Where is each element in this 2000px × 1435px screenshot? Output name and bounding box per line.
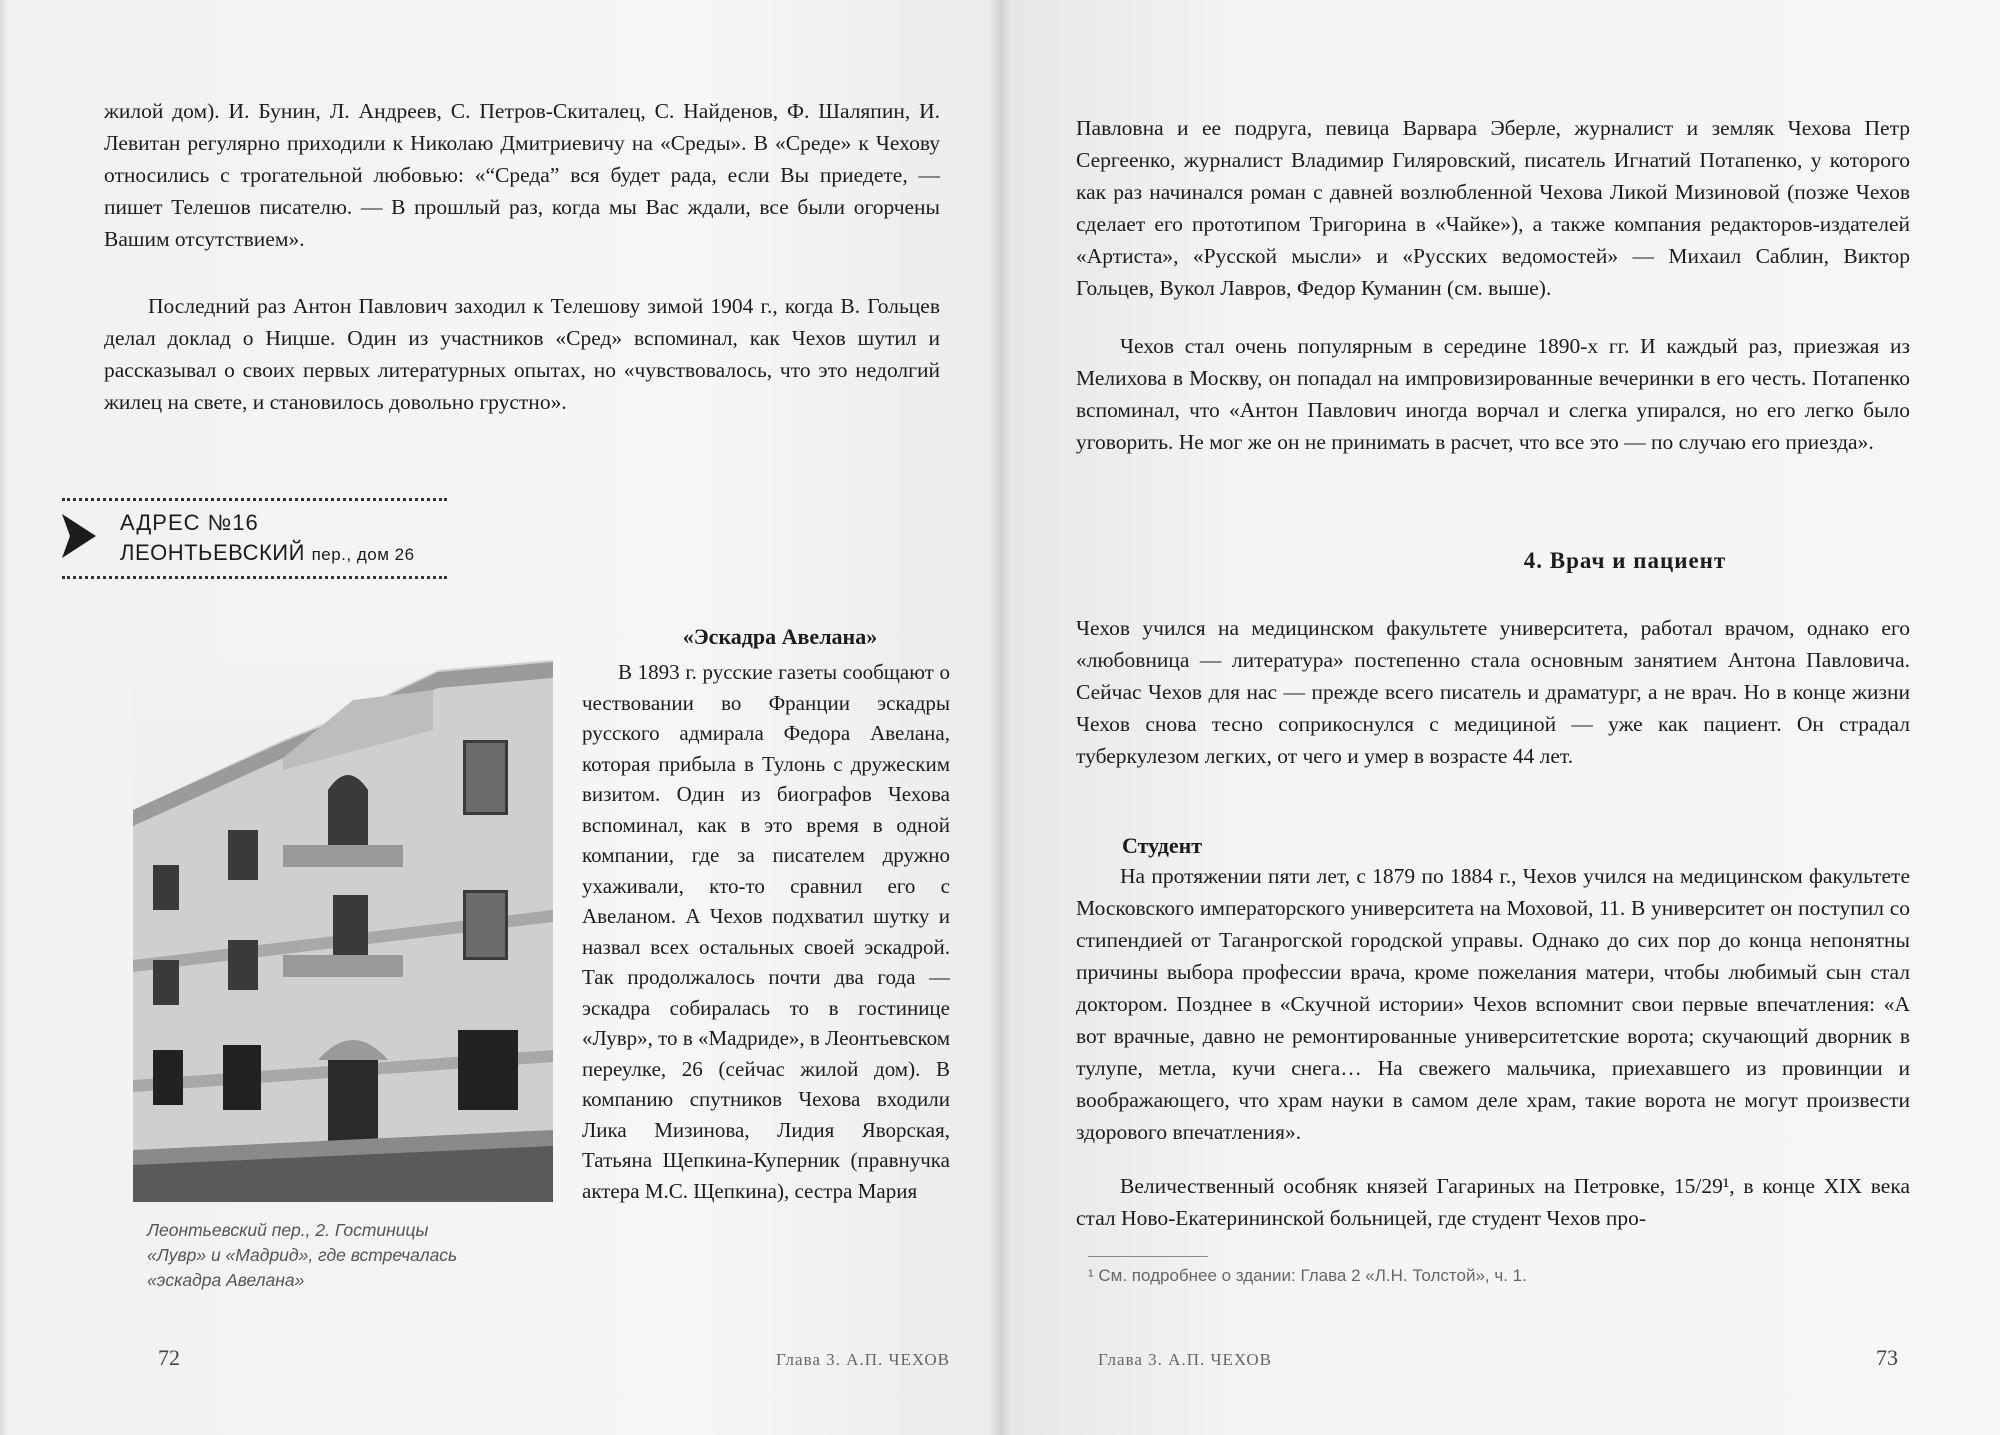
address-street <box>120 540 415 566</box>
section-heading <box>1000 548 2000 574</box>
footnote-rule <box>1088 1256 1208 1257</box>
address-number: АДРЕС №16 <box>120 510 259 535</box>
left-paragraph-2 <box>104 290 940 418</box>
right-top-paragraph: Павловна и ее подруга, певица Варвара Эберле, журналист и земляк Чехова Петр Сергеенко, журналист Владимир Гиляровский, писатель Игнатий Потапенко, у которого как раз начинался роман с давней возлюбленной Чехова Ликой Мизиновой (позже Чехов сделает его прототипом Тригорина в «Чайке»), а также компания редакторов-издателей «Артиста», «Русской мысли» и «Русских ведомостей» — Михаил Саблин, Виктор Гольцев, Вукол Лавров, Федор Куманин (см. выше). <box>1076 116 1910 300</box>
address-rule-top <box>62 498 447 501</box>
left-top-paragraph: жилой дом). И. Бунин, Л. Андреев, С. Петров-Скиталец, С. Найденов, Ф. Шаляпин, И. Левитан регулярно приходили к Николаю Дмитриевичу на «Среды». В «Среде» к Чехову относились с трогательной любовью: «“Среда” вся будет рада, если Вы приедете, — пишет Телешов писателю. — В прошлый раз, когда мы Вас ждали, все были огорчены Вашим отсутствием». <box>104 99 940 251</box>
address-rule-bottom <box>62 576 447 579</box>
left-paragraph-2-text: Последний раз Антон Павлович заходил к Телешову зимой 1904 г., когда В. Гольцев делал доклад о Ницше. Один из участников «Сред» вспоминал, как Чехов шутил и рассказывал о своих первых литературных опытах, но «чувствовалось, что это недолгий жилец на свете, и становилось довольно грустно». <box>104 294 940 414</box>
right-paragraph-3: Чехов учился на медицинском факультете университета, работал врачом, однако его «любовница — литература» постепенно стала основным занятием Антона Павловича. Сейчас Чехов для нас — прежде всего писатель и драматург, а не врач. Но в конце жизни Чехов снова тесно соприкоснулся с медициной — уже как пациент. Он страдал туберкулезом легких, от чего и умер в возрасте 44 лет. <box>1076 616 1910 768</box>
subheading: Студент <box>1122 833 1203 858</box>
address-block <box>62 498 447 580</box>
running-head-left: Глава 3. А.П. ЧЕХОВ <box>776 1350 950 1369</box>
page-number-left: 72 <box>158 1345 180 1370</box>
photo-caption: Леонтьевский пер., 2. Гостиницы «Лувр» и «Мадрид», где встречалась «эскадра Авелана» <box>147 1220 458 1290</box>
right-paragraph-2 <box>1076 330 1910 458</box>
arrow-right-icon <box>62 514 96 558</box>
address-street-name: ЛЕОНТЬЕВСКИЙ <box>120 540 305 565</box>
right-paragraph-4 <box>1076 860 1910 1148</box>
right-page <box>1000 0 2000 1435</box>
sidebar-text <box>582 657 950 1206</box>
right-paragraph-5 <box>1076 1170 1910 1234</box>
sidebar-title: «Эскадра Авелана» <box>682 624 878 649</box>
right-paragraph-4-text: На протяжении пяти лет, с 1879 по 1884 г., Чехов учился на медицинском факультете Московского императорского университета на Моховой, 11. В университет он поступил со стипендией от Таганрогской городской управы. Однако до сих пор до конца непонятны причины выбора профессии врача, кроме пожелания матери, чтобы любимый сын стал доктором. Позднее в «Скучной истории» Чехов вспомнит свои первые впечатления: «А вот врачные, давно не ремонтированные университетские ворота; скучающий дворник в тулупе, метла, кучи снега… На свежего мальчика, приехавшего из провинции и воображающего, что храм науки в самом деле храм, такие ворота не могут произвести здорового впечатления». <box>1076 864 1910 1144</box>
page-number-right: 73 <box>1876 1345 1898 1370</box>
sidebar-text-body: В 1893 г. русские газеты сообщают о чествовании во Франции эскадры русского адмирала Федора Авелана, которая прибыла в Тулонь с дружеским визитом. Один из биографов Чехова вспоминал, как в это время в одной компании, где за писателем дружно ухаживали, кто-то сравнил его с Авеланом. А Чехов подхватил шутку и назвал всех остальных своей эскадрой. Так продолжалось почти два года — эскадра собиралась то в гостинице «Лувр», то в «Мадриде», в Леонтьевском переулке, 26 (сейчас жилой дом). В компанию спутников Чехова входили Лика Мизинова, Лидия Яворская, Татьяна Щепкина-Куперник (правнучка актера М.С. Щепкина), сестра Мария <box>582 660 950 1203</box>
right-paragraph-2-text: Чехов стал очень популярным в середине 1890-х гг. И каждый раз, приезжая из Мелихова в Москву, он попадал на импровизированные вечеринки в его честь. Потапенко вспоминал, что «Антон Павлович иногда ворчал и слегка упирался, но его легко было уговорить. Не мог же он не принимать в расчет, что все это — по случаю его приезда». <box>1076 334 1910 454</box>
address-house: пер., дом 26 <box>311 545 415 564</box>
gutter-shadow <box>988 0 1012 1435</box>
building-photo <box>133 660 553 1202</box>
right-paragraph-5-text: Величественный особняк князей Гагариных на Петровке, 15/29¹, в конце XIX века стал Ново-Екатерининской больницей, где студент Чехов про- <box>1076 1174 1910 1230</box>
section-heading-text: 4. Врач и пациент <box>1523 548 1727 573</box>
running-head-right: Глава 3. А.П. ЧЕХОВ <box>1098 1350 1272 1369</box>
page-edge <box>0 0 8 1435</box>
footnote: ¹ См. подробнее о здании: Глава 2 «Л.Н. Толстой», ч. 1. <box>1088 1266 1527 1285</box>
